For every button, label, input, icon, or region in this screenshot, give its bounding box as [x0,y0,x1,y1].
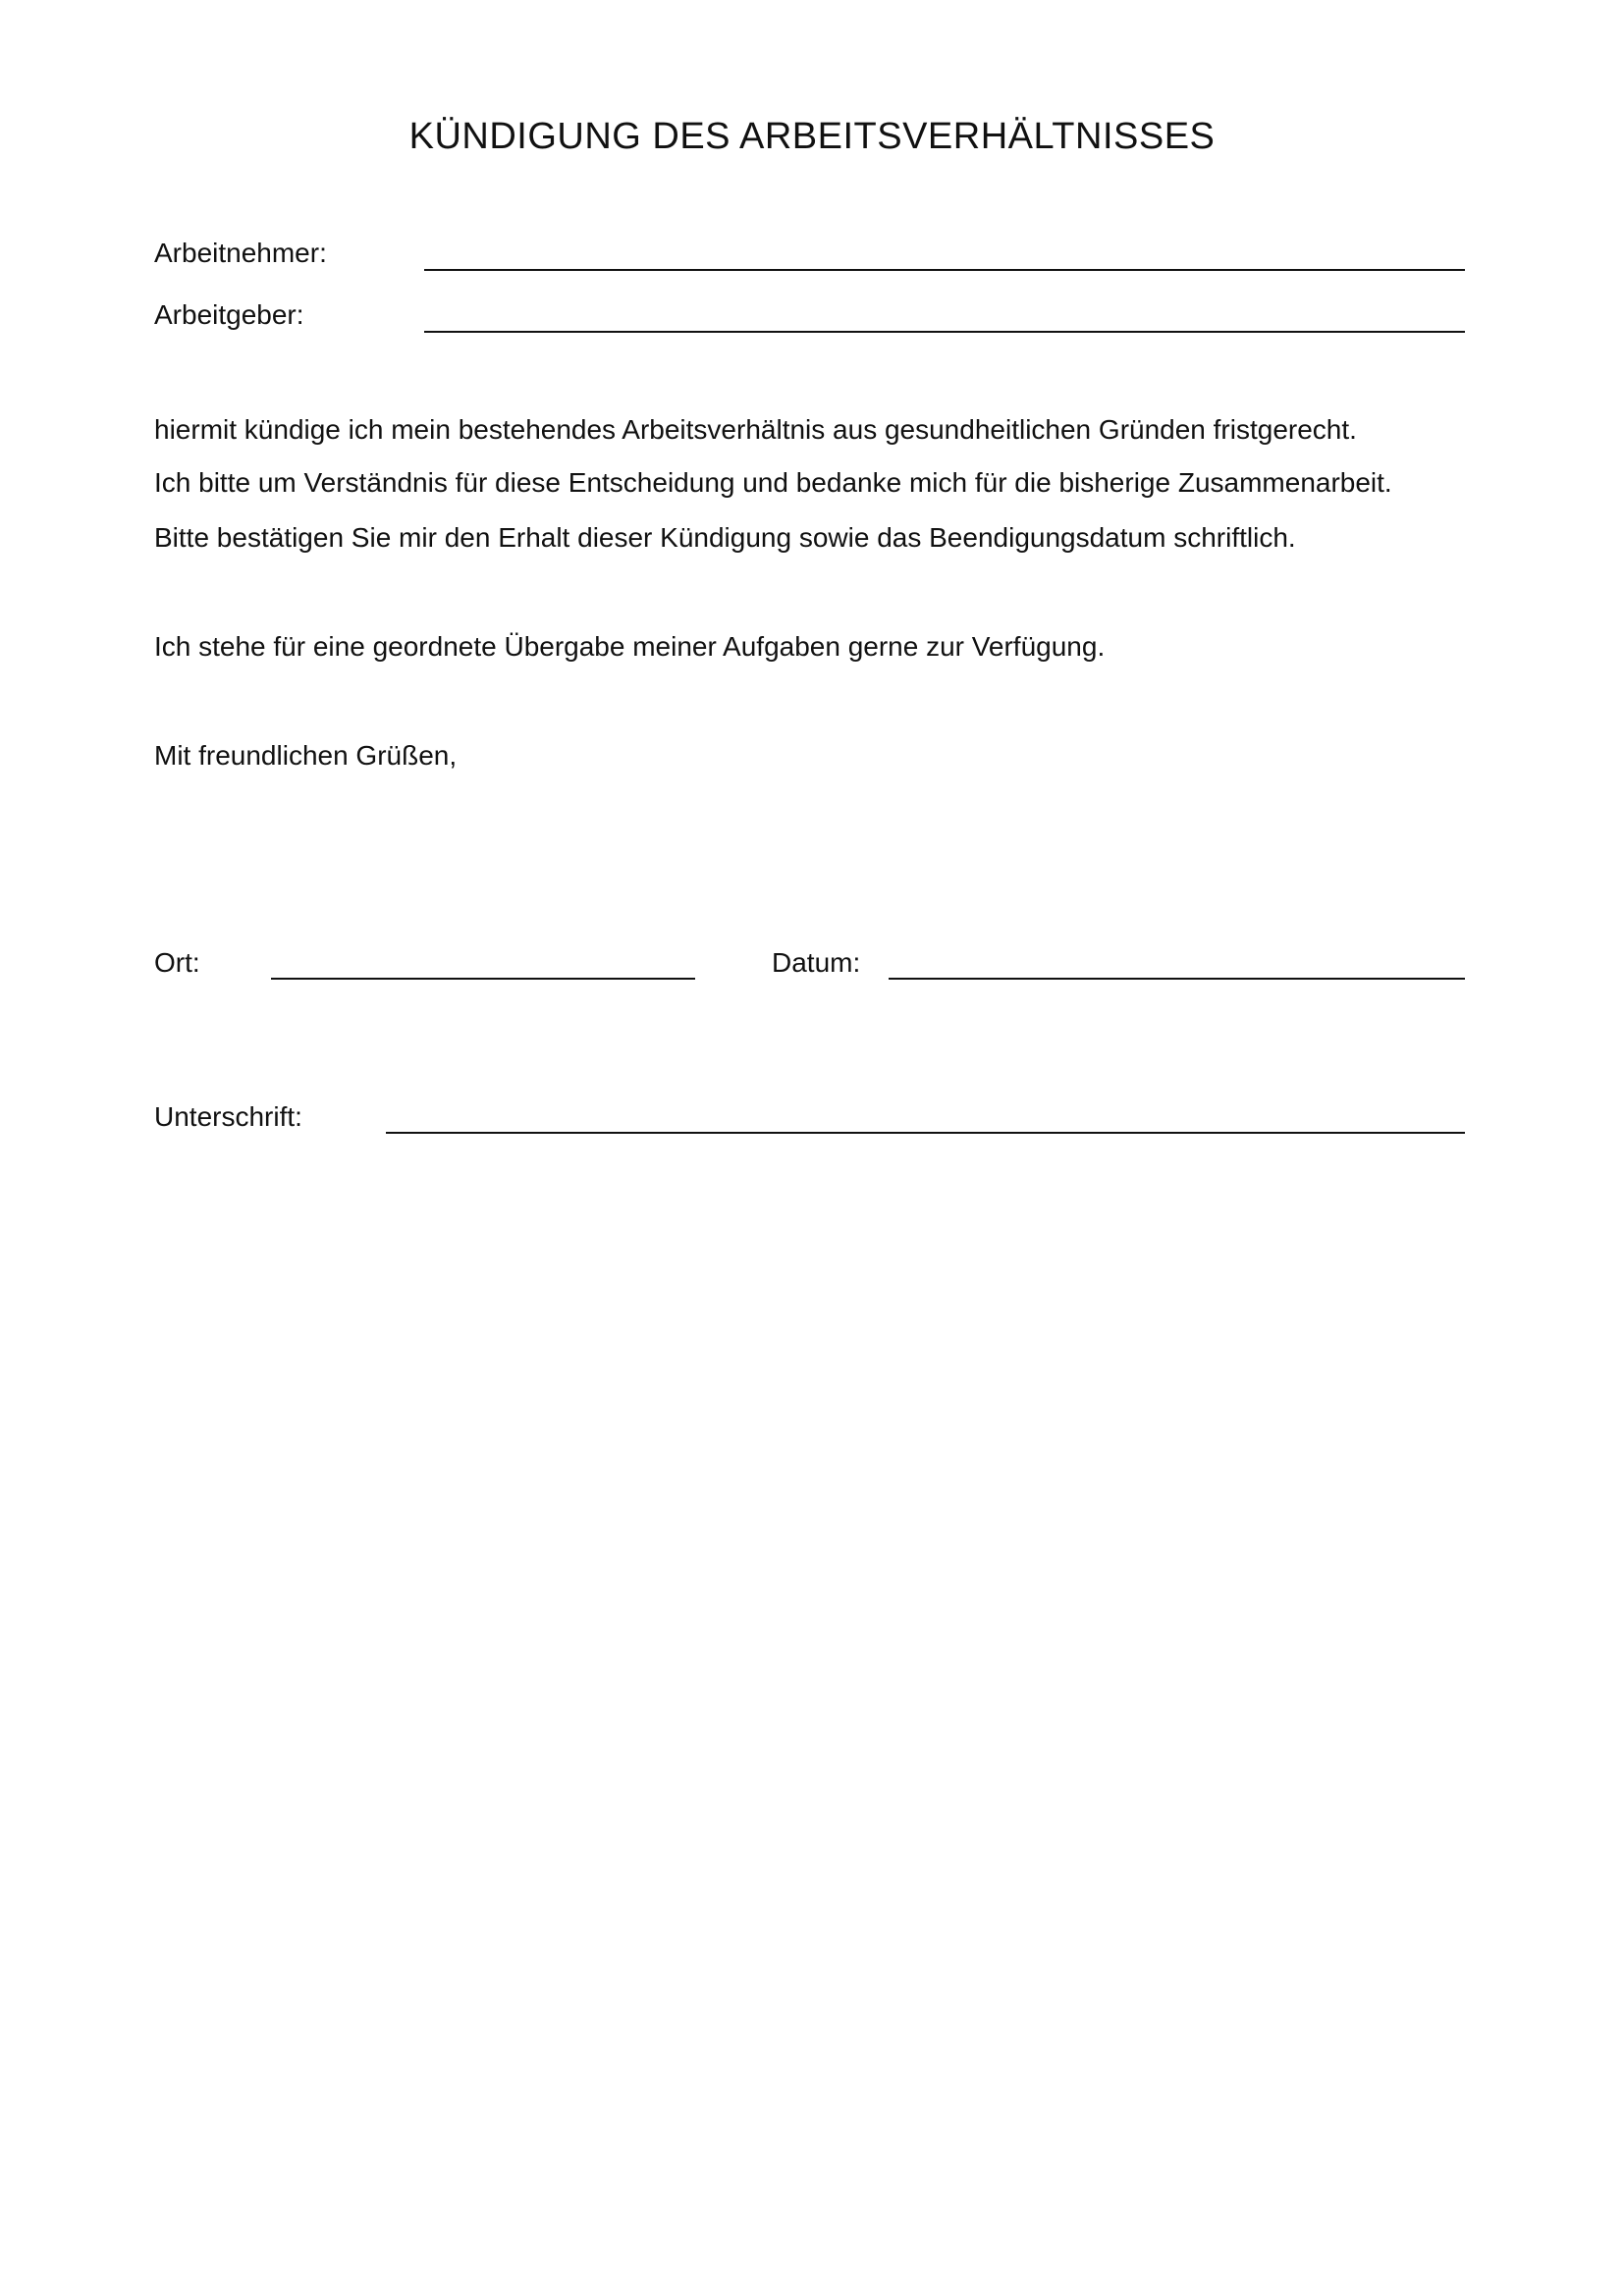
body-paragraph-1: hiermit kündige ich mein bestehendes Arbeitsverhältnis aus gesundheitlichen Gründen fristgerecht. [154,414,1357,445]
body-paragraph-3: Bitte bestätigen Sie mir den Erhalt dieser Kündigung sowie das Beendigungsdatum schriftlich. [154,522,1296,553]
body-paragraph-4: Ich stehe für eine geordnete Übergabe meiner Aufgaben gerne zur Verfügung. [154,631,1106,662]
document-title: KÜNDIGUNG DES ARBEITSVERHÄLTNISSES [408,116,1216,157]
signature-field-line[interactable] [386,1132,1465,1134]
date-field-line[interactable] [889,978,1465,980]
employee-label: Arbeitnehmer: [154,238,327,268]
employee-field-line[interactable] [424,269,1465,271]
employer-label: Arbeitgeber: [154,299,304,330]
employer-field-line[interactable] [424,331,1465,333]
body-paragraph-2: Ich bitte um Verständnis für diese Entscheidung und bedanke mich für die bisherige Zusammenarbeit. [154,467,1392,498]
place-label: Ort: [154,947,200,978]
date-label: Datum: [772,947,861,978]
closing-greeting: Mit freundlichen Grüßen, [154,740,458,771]
signature-label: Unterschrift: [154,1101,302,1132]
place-field-line[interactable] [271,978,695,980]
